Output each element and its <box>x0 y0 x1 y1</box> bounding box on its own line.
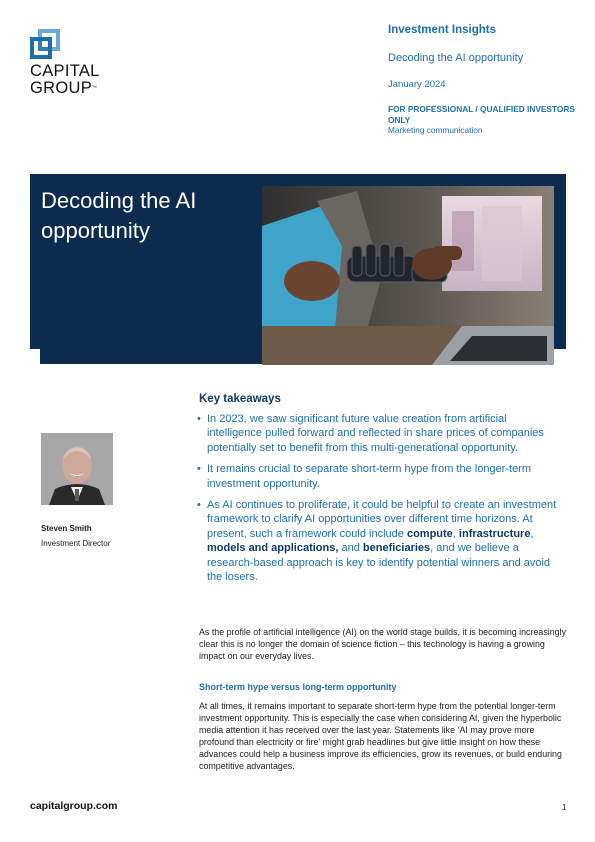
footer-url-link[interactable]: capitalgroup.com <box>30 800 118 812</box>
hero-photo <box>262 186 554 365</box>
keyword-models: models and applications, <box>207 542 339 555</box>
key-takeaways-heading: Key takeaways <box>199 393 281 405</box>
page-number: 1 <box>562 803 567 812</box>
series-label: Investment Insights <box>388 24 496 36</box>
section-paragraph: At all times, it remains important to separate short-term hype from the potential longer-term investment opportunity. This is especially the case when considering AI, given the hyperbolic media attention it has received over the last year. Statements like ‘AI may prove more profound than electricity or fire’ might grab headlines but give little insight on how these advances could help a business improve its efficiencies, grow its revenues, or build enduring competitive advantages. <box>199 701 562 771</box>
takeaway-text-3: As AI continues to proliferate, it could be helpful to create an investment framework to clarify AI opportunities over different time horizons. At present, such a framework could include compute, infrastructure, models and applications, and beneficiaries, and we believe a research-based approach is key to identify potential winners and avoid the losers. <box>207 499 557 584</box>
audience-notice: FOR PROFESSIONAL / QUALIFIED INVESTORS ONLY <box>388 104 575 125</box>
hero-headline: Decoding the AI opportunity <box>41 188 197 243</box>
takeaway-text-2: It remains crucial to separate short-term hype from the longer-term investment opportunity. <box>207 463 532 490</box>
robotic-hand-photo <box>262 186 554 365</box>
bullet-icon: • <box>197 499 201 512</box>
list-item <box>197 412 557 455</box>
logo-wordmark <box>30 63 100 96</box>
keyword-beneficiaries: beneficiaries <box>362 542 431 555</box>
author-photo <box>41 433 113 505</box>
key-takeaways-list <box>197 412 557 591</box>
bullet-icon: • <box>197 463 201 476</box>
document-meta <box>388 24 578 136</box>
logo-line-1: CAPITAL <box>30 62 100 80</box>
marketing-notice: Marketing communication <box>388 125 483 135</box>
logo-line-2: GROUP™ <box>30 78 98 97</box>
takeaway-text-1: In 2023, we saw significant future value creation from artificial intelligence pulled forward and reflected in share prices of companies potentially set to benefit from this multi-generational opportunity. <box>207 413 544 454</box>
document-date: January 2024 <box>388 79 446 90</box>
author-role: Investment Director <box>41 539 111 548</box>
keyword-infrastructure: infrastructure <box>458 527 531 540</box>
section-heading: Short-term hype versus long-term opportunity <box>199 682 397 692</box>
author-name: Steven Smith <box>41 524 92 533</box>
author-portrait <box>41 433 113 505</box>
intro-paragraph: As the profile of artificial intelligence (AI) on the world stage builds, it is becoming increasingly clear this is no longer the domain of science fiction – this technology is having a growing impact on our everyday lives. <box>199 627 567 661</box>
keyword-compute: compute <box>406 527 453 540</box>
capital-group-logo-icon <box>30 29 60 59</box>
bullet-icon: • <box>197 413 201 425</box>
document-title: Decoding the AI opportunity <box>388 52 524 64</box>
list-item <box>197 462 557 491</box>
list-item <box>197 498 557 584</box>
